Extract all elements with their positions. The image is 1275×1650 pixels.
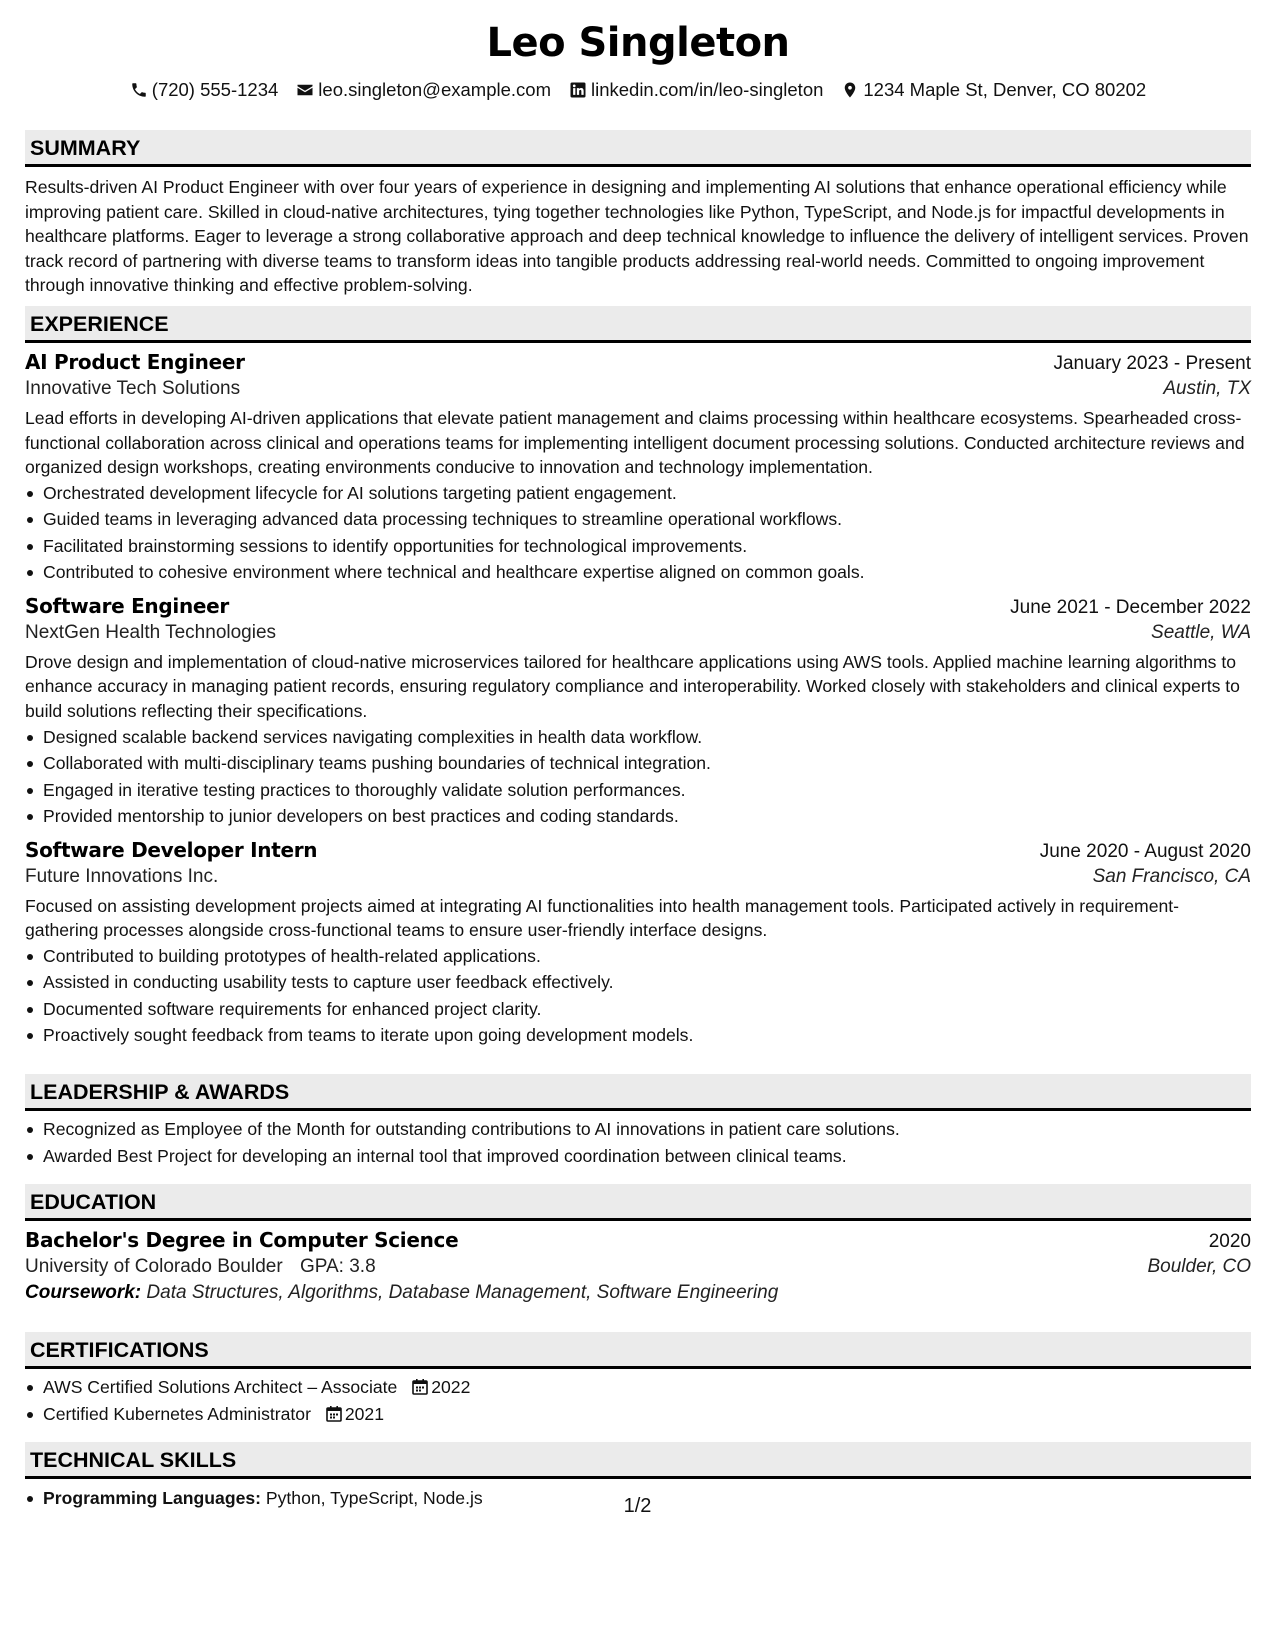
contact-address xyxy=(841,79,1146,101)
job-location: Seattle, WA xyxy=(1151,621,1251,643)
job-dates: January 2023 - Present xyxy=(1053,353,1251,374)
job-dates: June 2021 - December 2022 xyxy=(1010,596,1251,618)
job-description: Lead efforts in developing AI-driven applications that elevate patient management and claims processing within healthcare ecosystems. Spearheaded cross-functional collaboration across clinical and operations teams for implementing intelligent document processing solutions. Conducted architecture reviews and organized design workshops, creating environments conducive to innovation and technology implementation. xyxy=(25,408,1245,478)
section-heading: TECHNICAL SKILLS xyxy=(25,1442,1251,1479)
section-heading: CERTIFICATIONS xyxy=(25,1332,1251,1369)
school-name: University of Colorado Boulder xyxy=(25,1256,283,1277)
page-number: 1/2 xyxy=(623,1495,652,1517)
contact-phone[interactable] xyxy=(130,79,279,101)
section-heading: LEADERSHIP & AWARDS xyxy=(25,1074,1251,1111)
cert-year: 2021 xyxy=(344,1403,384,1424)
list-item: Proactively sought feedback from teams to iterate upon going development models. xyxy=(43,1022,1251,1049)
candidate-name: Leo Singleton xyxy=(486,20,790,66)
contact-bar xyxy=(25,79,1251,101)
list-item: Facilitated brainstorming sessions to identify opportunities for technological improvements. xyxy=(43,533,1251,560)
list-item xyxy=(43,1374,1251,1401)
school-line xyxy=(25,1256,376,1278)
degree-title: Bachelor's Degree in Computer Science xyxy=(25,1228,459,1252)
calendar-icon xyxy=(326,1405,342,1422)
list-item: Contributed to building prototypes of health-related applications. xyxy=(43,943,1251,970)
phone-icon xyxy=(130,81,148,99)
coursework-line xyxy=(25,1282,1251,1304)
contact-linkedin[interactable] xyxy=(569,79,823,101)
address-text: 1234 Maple St, Denver, CO 80202 xyxy=(863,79,1147,100)
list-item: Provided mentorship to junior developers on best practices and coding standards. xyxy=(43,803,1251,830)
list-item: Recognized as Employee of the Month for outstanding contributions to AI innovations in patient care solutions. xyxy=(43,1116,1251,1143)
section-heading: EDUCATION xyxy=(25,1184,1251,1221)
list-item: Orchestrated development lifecycle for AI solutions targeting patient engagement. xyxy=(43,480,1251,507)
cert-list xyxy=(25,1374,1251,1427)
list-item: Collaborated with multi-disciplinary teams pushing boundaries of technical integration. xyxy=(43,750,1251,777)
company-name: NextGen Health Technologies xyxy=(25,621,277,643)
phone-text: (720) 555-1234 xyxy=(151,79,279,100)
education-section xyxy=(25,1184,1251,1304)
job-entry xyxy=(25,594,1251,830)
job-entry xyxy=(25,838,1251,1049)
list-item: Contributed to cohesive environment where technical and healthcare expertise aligned on common goals. xyxy=(43,559,1251,586)
cert-name: AWS Certified Solutions Architect – Associate xyxy=(43,1377,398,1397)
calendar-icon xyxy=(412,1378,428,1395)
school-location: Boulder, CO xyxy=(1147,1256,1251,1277)
email-text: leo.singleton@example.com xyxy=(318,79,551,100)
leadership-section xyxy=(25,1074,1251,1169)
section-heading: EXPERIENCE xyxy=(25,306,1251,343)
cert-year: 2022 xyxy=(431,1377,471,1397)
contact-email[interactable] xyxy=(296,79,551,101)
list-item: Awarded Best Project for developing an internal tool that improved coordination between clinical teams. xyxy=(43,1143,1251,1170)
graduation-year: 2020 xyxy=(1208,1231,1251,1252)
company-name: Future Innovations Inc. xyxy=(25,865,219,887)
envelope-icon xyxy=(296,81,314,99)
job-title: Software Developer Intern xyxy=(25,837,318,862)
cert-name: Certified Kubernetes Administrator xyxy=(43,1403,311,1424)
job-bullets xyxy=(25,724,1251,830)
award-list xyxy=(25,1116,1251,1169)
linkedin-text: linkedin.com/in/leo-singleton xyxy=(590,79,824,100)
coursework-label: Coursework: xyxy=(25,1282,142,1303)
company-name: Innovative Tech Solutions xyxy=(25,378,241,399)
skill-label: Programming Languages: xyxy=(43,1488,261,1508)
gpa: GPA: 3.8 xyxy=(299,1256,376,1277)
coursework-text: Data Structures, Algorithms, Database Management, Software Engineering xyxy=(146,1282,779,1303)
job-description: Drove design and implementation of cloud-native microservices tailored for healthcare applications using AWS tools. Applied machine learning algorithms to enhance accuracy in managing patient records, ensuring regulatory compliance and interoperability. Worked closely with stakeholders and clinical experts to build solutions reflecting their specifications. xyxy=(25,651,1240,721)
experience-section xyxy=(25,306,1251,1049)
job-bullets xyxy=(25,943,1251,1049)
list-item xyxy=(43,1401,1251,1428)
skill-value: Python, TypeScript, Node.js xyxy=(265,1488,483,1508)
job-title: AI Product Engineer xyxy=(25,350,245,374)
job-description: Focused on assisting development projects aimed at integrating AI functionalities into health management tools. Participated actively in requirement-gathering processes alongside cross-functional teams to ensure user-friendly interface designs. xyxy=(25,895,1180,941)
certifications-section xyxy=(25,1332,1251,1427)
map-marker-icon xyxy=(841,81,859,99)
list-item: Guided teams in leveraging advanced data processing techniques to streamline operational workflows. xyxy=(43,506,1251,533)
list-item: Assisted in conducting usability tests to capture user feedback effectively. xyxy=(43,969,1251,996)
linkedin-icon xyxy=(569,81,587,99)
summary-section xyxy=(25,130,1251,298)
list-item: Designed scalable backend services navigating complexities in health data workflow. xyxy=(43,724,1251,751)
job-title: Software Engineer xyxy=(25,593,229,618)
section-heading: SUMMARY xyxy=(25,130,1251,167)
summary-text: Results-driven AI Product Engineer with over four years of experience in designing and implementing AI solutions that enhance operational efficiency while improving patient care. Skilled in cloud-native architectures, tying together technologies like Python, TypeScript, and Node.js for impactful developments in healthcare platforms. Eager to leverage a strong collaborative approach and deep technical knowledge to influence the delivery of intelligent services. Proven track record of partnering with diverse teams to transform ideas into tangible products addressing real-world needs. Committed to ongoing improvement through innovative thinking and effective problem-solving. xyxy=(25,177,1249,296)
job-location: Austin, TX xyxy=(1163,378,1251,399)
job-location: San Francisco, CA xyxy=(1092,865,1251,887)
job-entry xyxy=(25,350,1251,586)
list-item: Engaged in iterative testing practices to thoroughly validate solution performances. xyxy=(43,777,1251,804)
job-dates: June 2020 - August 2020 xyxy=(1039,840,1251,862)
job-bullets xyxy=(25,480,1251,586)
list-item: Documented software requirements for enhanced project clarity. xyxy=(43,996,1251,1023)
